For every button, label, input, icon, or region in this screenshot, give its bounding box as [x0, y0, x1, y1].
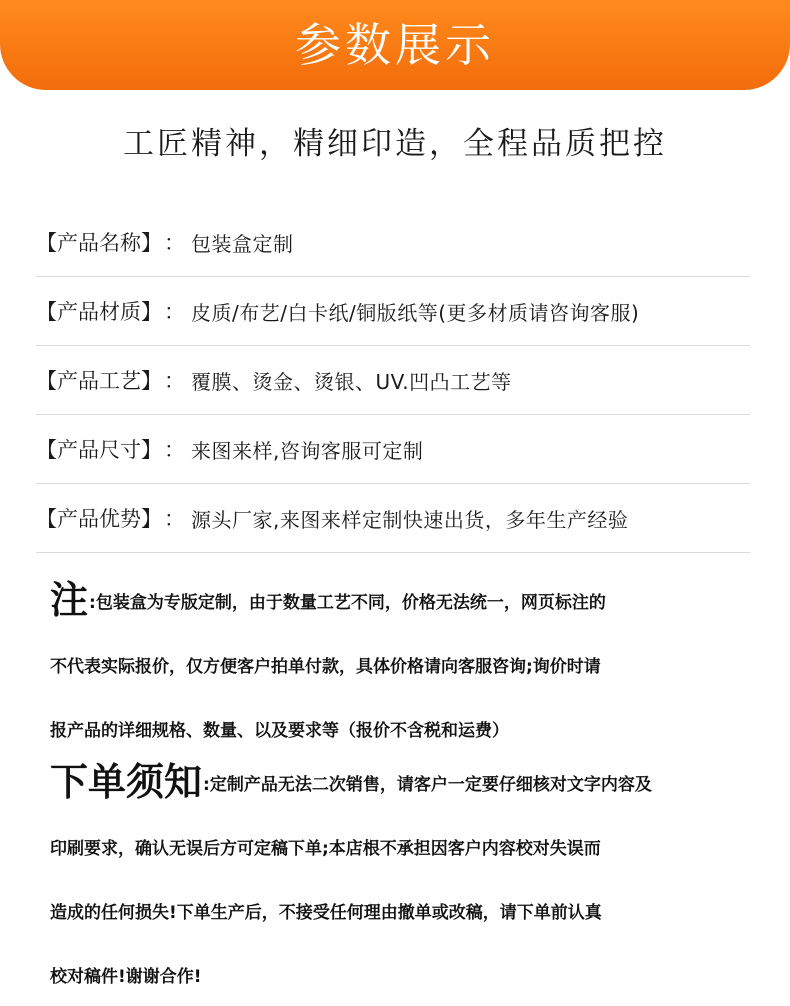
order-notice-section [50, 750, 750, 1006]
note-heading: 注 [50, 578, 89, 622]
order-notice-text: 印刷要求，确认无误后方可定稿下单;本店根不承担因客户内容校对失误而 [50, 838, 601, 859]
spec-value: 来图来样,咨询客服可定制 [191, 438, 424, 463]
spec-label: 【产品工艺】 [36, 369, 162, 393]
spec-label: 【产品材质】 [36, 300, 162, 324]
spec-value: 皮质/布艺/白卡纸/铜版纸等(更多材质请咨询客服) [191, 300, 640, 325]
spec-value: 包装盒定制 [191, 231, 294, 256]
order-notice-text: 校对稿件!谢谢合作! [50, 966, 202, 987]
order-notice-line [50, 750, 750, 814]
spec-separator: ： [164, 507, 185, 531]
note-text: 报产品的详细规格、数量、以及要求等（报价不含税和运费） [50, 720, 509, 741]
spec-label: 【产品名称】 [36, 231, 162, 255]
note-section [50, 568, 750, 760]
order-notice-line [50, 878, 750, 942]
spec-value: 覆膜、烫金、烫银、UV.凹凸工艺等 [191, 369, 512, 394]
order-notice-heading: 下单须知 [50, 760, 203, 804]
spec-row-advantage [36, 484, 750, 553]
spec-label: 【产品优势】 [36, 507, 162, 531]
note-line [50, 632, 750, 696]
slogan: 工匠精神，精细印造，全程品质把控 [123, 126, 667, 162]
order-notice-text: :定制产品无法二次销售，请客户一定要仔细核对文字内容及 [203, 774, 652, 795]
spec-row-craft [36, 346, 750, 415]
order-notice-text: 造成的任何损失!下单生产后，不接受任何理由撤单或改稿，请下单前认真 [50, 902, 602, 923]
spec-list [36, 208, 750, 553]
spec-row-name [36, 208, 750, 277]
spec-value: 源头厂家,来图来样定制快速出货，多年生产经验 [191, 507, 629, 532]
order-notice-line [50, 942, 750, 1006]
spec-row-size [36, 415, 750, 484]
spec-separator: ： [164, 231, 185, 255]
spec-row-material [36, 277, 750, 346]
spec-separator: ： [164, 438, 185, 462]
page-title: 参数展示 [295, 18, 495, 72]
spec-label: 【产品尺寸】 [36, 438, 162, 462]
note-line [50, 568, 750, 632]
note-text: :包装盒为专版定制，由于数量工艺不同，价格无法统一，网页标注的 [89, 592, 606, 613]
spec-separator: ： [164, 369, 185, 393]
header-banner [0, 0, 790, 90]
note-text: 不代表实际报价，仅方便客户拍单付款，具体价格请向客服咨询;询价时请 [50, 656, 601, 677]
spec-separator: ： [164, 300, 185, 324]
order-notice-line [50, 814, 750, 878]
